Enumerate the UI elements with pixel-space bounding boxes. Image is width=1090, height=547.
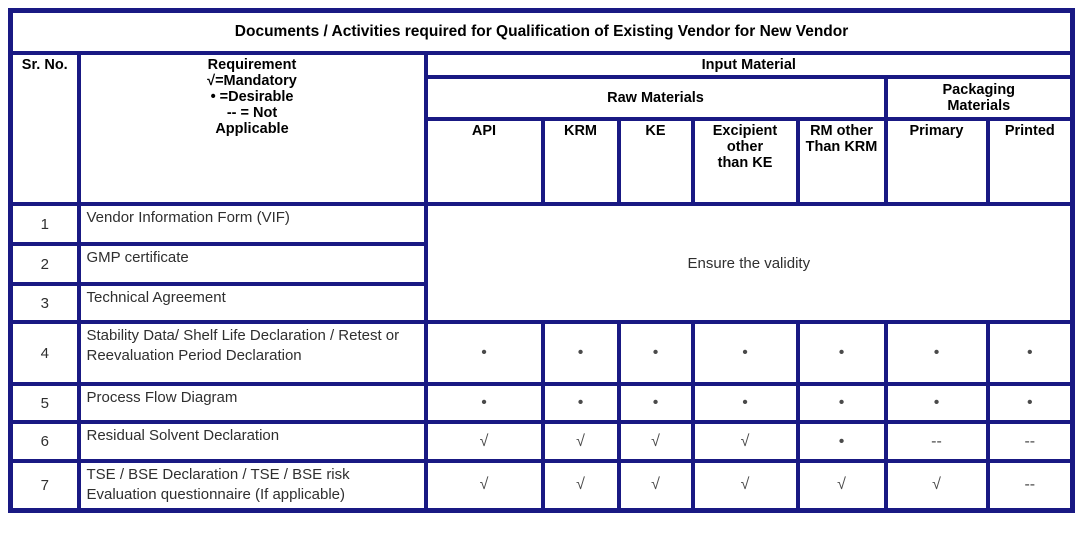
column-header-primary: Primary <box>886 119 988 204</box>
legend-line-desirable: • =Desirable <box>210 89 294 105</box>
vendor-qualification-table <box>8 8 1075 513</box>
symbol-cell-rm-other: • <box>798 322 886 384</box>
packaging-materials-label: Packaging Materials <box>942 82 1016 114</box>
page-title: Documents / Activities required for Qualification of Existing Vendor for New Vendor <box>11 11 1073 54</box>
symbol-cell-api: √ <box>426 461 543 510</box>
requirement-cell: Stability Data/ Shelf Life Declaration / Retest or Reevaluation Period Declaration <box>79 322 426 384</box>
sr-no-cell: 5 <box>11 384 79 422</box>
sr-no-cell: 1 <box>11 204 79 244</box>
symbol-cell-ke: √ <box>619 422 693 461</box>
symbol-cell-primary: -- <box>886 422 988 461</box>
symbol-cell-printed: • <box>988 384 1073 422</box>
requirement-cell: Vendor Information Form (VIF) <box>79 204 426 244</box>
symbol-cell-rm-other: • <box>798 384 886 422</box>
symbol-cell-printed: -- <box>988 461 1073 510</box>
sr-no-cell: 7 <box>11 461 79 510</box>
column-header-krm: KRM <box>543 119 619 204</box>
table-row <box>11 384 1073 422</box>
symbol-cell-api: √ <box>426 422 543 461</box>
symbol-cell-krm: √ <box>543 461 619 510</box>
symbol-cell-krm: √ <box>543 422 619 461</box>
symbol-cell-rm-other: √ <box>798 461 886 510</box>
sr-no-cell: 2 <box>11 244 79 284</box>
symbol-cell-krm: • <box>543 322 619 384</box>
legend <box>191 73 313 137</box>
column-header-sr-no: Sr. No. <box>11 53 79 204</box>
title-row <box>11 11 1073 54</box>
legend-line-mandatory: √=Mandatory <box>207 73 297 89</box>
requirement-cell: Technical Agreement <box>79 284 426 322</box>
column-header-ke: KE <box>619 119 693 204</box>
symbol-cell-api: • <box>426 322 543 384</box>
column-header-excipient-other-than-ke <box>693 119 798 204</box>
sr-no-cell: 4 <box>11 322 79 384</box>
symbol-cell-primary: • <box>886 322 988 384</box>
table-row <box>11 461 1073 510</box>
column-group-packaging-materials <box>886 77 1073 119</box>
requirement-cell: TSE / BSE Declaration / TSE / BSE risk Evaluation questionnaire (If applicable) <box>79 461 426 510</box>
symbol-cell-api: • <box>426 384 543 422</box>
column-header-rm-other-than-krm <box>798 119 886 204</box>
symbol-cell-printed: • <box>988 322 1073 384</box>
column-group-input-material: Input Material <box>426 53 1073 77</box>
excipient-label: Excipient other than KE <box>712 123 778 171</box>
symbol-cell-excipient: √ <box>693 422 798 461</box>
sr-no-cell: 3 <box>11 284 79 322</box>
symbol-cell-primary: • <box>886 384 988 422</box>
symbol-cell-excipient: √ <box>693 461 798 510</box>
ensure-validity-cell: Ensure the validity <box>426 204 1073 322</box>
requirement-cell: GMP certificate <box>79 244 426 284</box>
rm-other-label: RM other Than KRM <box>805 123 878 155</box>
symbol-cell-ke: • <box>619 322 693 384</box>
symbol-cell-krm: • <box>543 384 619 422</box>
table-row <box>11 204 1073 244</box>
symbol-cell-ke: • <box>619 384 693 422</box>
symbol-cell-excipient: • <box>693 384 798 422</box>
requirement-header-label: Requirement <box>207 57 297 73</box>
column-group-raw-materials: Raw Materials <box>426 77 886 119</box>
table-row <box>11 322 1073 384</box>
symbol-cell-ke: √ <box>619 461 693 510</box>
symbol-cell-excipient: • <box>693 322 798 384</box>
requirement-cell: Process Flow Diagram <box>79 384 426 422</box>
header-row-input-material <box>11 53 1073 77</box>
symbol-cell-primary: √ <box>886 461 988 510</box>
table-row <box>11 422 1073 461</box>
legend-line-not-applicable: -- = Not Applicable <box>215 105 289 137</box>
requirement-cell: Residual Solvent Declaration <box>79 422 426 461</box>
column-header-api: API <box>426 119 543 204</box>
column-header-printed: Printed <box>988 119 1073 204</box>
symbol-cell-rm-other: • <box>798 422 886 461</box>
column-header-requirement <box>79 53 426 204</box>
sr-no-cell: 6 <box>11 422 79 461</box>
symbol-cell-printed: -- <box>988 422 1073 461</box>
